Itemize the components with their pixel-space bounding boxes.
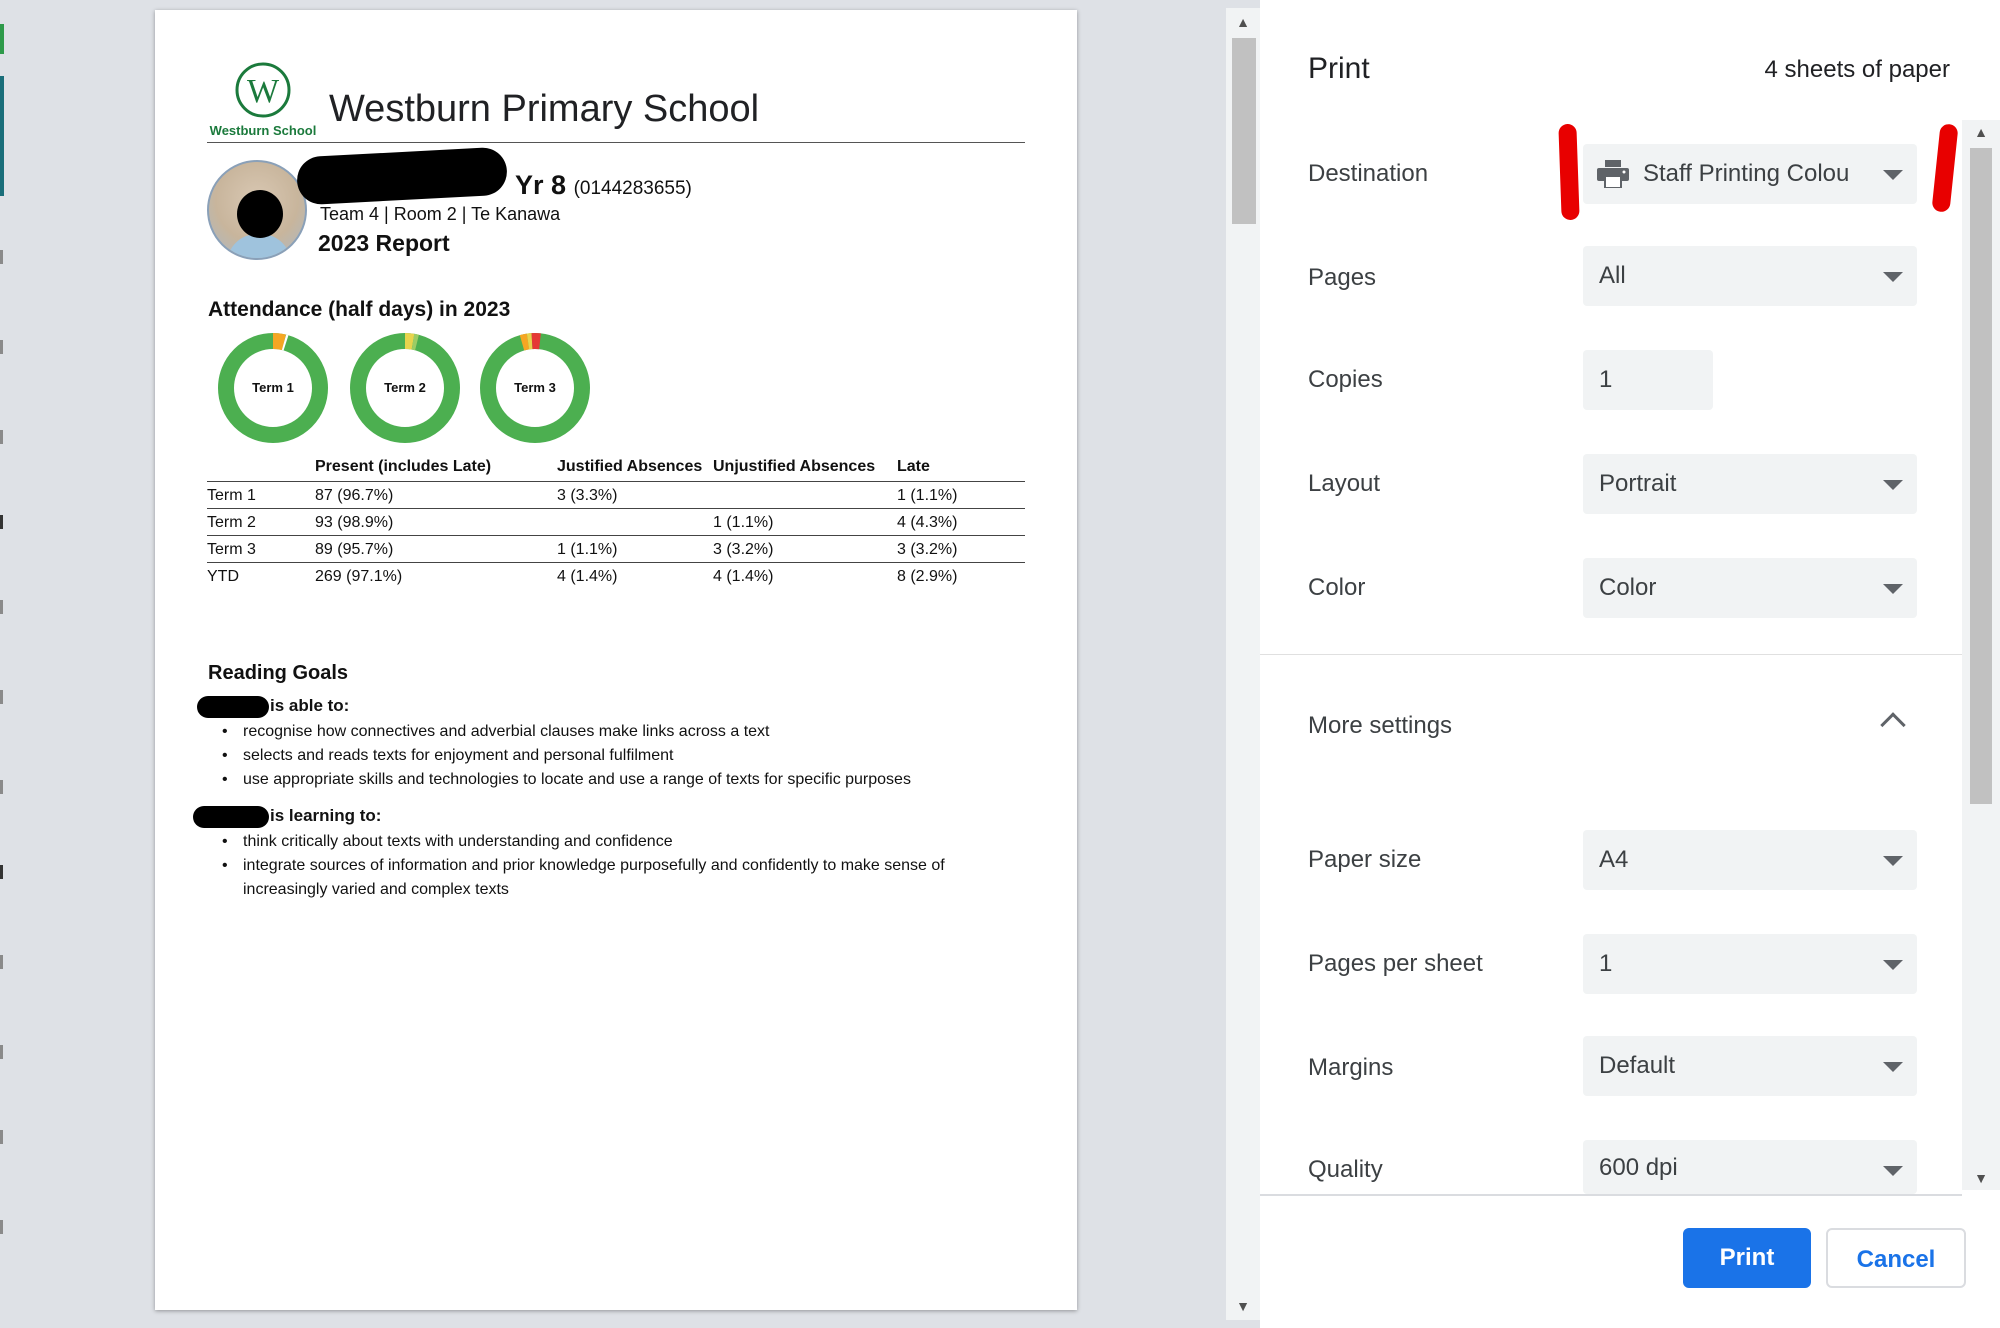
scrollbar-thumb[interactable] — [1970, 148, 1992, 804]
able-to-list — [243, 720, 1003, 792]
logo-letter: W — [246, 73, 280, 110]
school-crest-icon — [207, 62, 319, 142]
table-header-row — [207, 455, 1025, 482]
table-cell: 4 (1.4%) — [557, 563, 713, 590]
table-cell: 8 (2.9%) — [897, 563, 1025, 590]
table-cell: Term 1 — [207, 482, 315, 509]
background-tick — [0, 955, 3, 969]
list-item: • integrate sources of information and prior knowledge purposefully and confidently to make sense of increasingly varied and complex texts — [243, 854, 1003, 902]
destination-select[interactable] — [1583, 144, 1917, 204]
chevron-down-icon — [1883, 1166, 1903, 1176]
attendance-ring-term-3 — [477, 330, 593, 446]
learning-to-list — [243, 830, 1003, 902]
paper-size-select[interactable] — [1583, 830, 1917, 890]
print-button[interactable]: Print — [1683, 1228, 1811, 1288]
background-tick — [0, 865, 3, 879]
print-title: Print — [1308, 52, 1370, 85]
student-name-redaction — [197, 696, 269, 718]
background-tick — [0, 515, 3, 529]
learning-to-heading: is learning to: — [270, 806, 382, 825]
table-cell: 269 (97.1%) — [315, 563, 557, 590]
table-cell: 1 (1.1%) — [557, 536, 713, 563]
table-cell: 3 (3.3%) — [557, 482, 713, 509]
background-tick — [0, 690, 3, 704]
student-avatar — [207, 160, 307, 260]
scroll-down-icon[interactable]: ▼ — [1236, 1298, 1250, 1314]
cancel-button[interactable]: Cancel — [1826, 1228, 1966, 1288]
background-app-marker — [0, 24, 4, 54]
margins-label: Margins — [1308, 1054, 1394, 1081]
list-item: • recognise how connectives and adverbial clauses make links across a text — [243, 720, 1003, 744]
chevron-down-icon — [1883, 480, 1903, 490]
more-settings-toggle[interactable]: More settings — [1308, 712, 1453, 739]
chevron-down-icon — [1883, 856, 1903, 866]
table-cell: 1 (1.1%) — [897, 482, 1025, 509]
table-row — [207, 563, 1025, 590]
table-cell: Term 3 — [207, 536, 315, 563]
preview-page — [155, 10, 1077, 1310]
copies-label: Copies — [1308, 366, 1383, 393]
list-item: • use appropriate skills and technologies to locate and use a range of texts for specific purposes — [243, 768, 1003, 792]
annotation-mark-right — [1931, 123, 1958, 212]
settings-scrollbar[interactable] — [1962, 120, 2000, 1190]
printer-icon — [1597, 160, 1629, 188]
table-cell: 87 (96.7%) — [315, 482, 557, 509]
print-settings-panel — [1260, 0, 2000, 1328]
school-name: Westburn Primary School — [329, 88, 760, 130]
pages-per-sheet-select[interactable] — [1583, 934, 1917, 994]
table-row — [207, 536, 1025, 563]
ring-label: Term 2 — [384, 380, 426, 395]
copies-value: 1 — [1599, 366, 1613, 393]
section-divider — [1260, 654, 1962, 655]
color-value: Color — [1599, 574, 1657, 601]
attendance-title: Attendance (half days) in 2023 — [208, 298, 511, 321]
quality-label: Quality — [1308, 1156, 1383, 1183]
background-tick — [0, 340, 3, 354]
table-row — [207, 482, 1025, 509]
table-header: Justified Absences — [557, 458, 703, 475]
quality-select[interactable] — [1583, 1140, 1917, 1194]
table-header: Late — [897, 458, 930, 475]
year-level: Yr 8 — [515, 170, 567, 200]
reading-goals-title: Reading Goals — [208, 662, 349, 684]
scroll-down-icon[interactable]: ▼ — [1974, 1170, 1988, 1186]
background-tick — [0, 1220, 3, 1234]
background-tick — [0, 1045, 3, 1059]
scrollbar-thumb[interactable] — [1232, 38, 1256, 224]
table-cell: YTD — [207, 563, 315, 590]
report-title: 2023 Report — [318, 230, 450, 256]
pages-select[interactable] — [1583, 246, 1917, 306]
table-cell — [713, 482, 897, 509]
chevron-down-icon — [1883, 1062, 1903, 1072]
scroll-up-icon[interactable]: ▲ — [1974, 124, 1988, 140]
margins-select[interactable] — [1583, 1036, 1917, 1096]
annotation-mark-left — [1558, 124, 1579, 221]
student-name-redaction — [296, 147, 508, 206]
table-cell: 3 (3.2%) — [713, 536, 897, 563]
quality-value: 600 dpi — [1599, 1154, 1678, 1181]
layout-value: Portrait — [1599, 470, 1677, 497]
ring-label: Term 1 — [252, 380, 294, 395]
attendance-table — [207, 455, 1025, 589]
table-cell: Term 2 — [207, 509, 315, 536]
copies-input[interactable] — [1583, 350, 1713, 410]
background-tick — [0, 780, 3, 794]
list-item: • selects and reads texts for enjoyment and personal fulfilment — [243, 744, 1003, 768]
team-line: Team 4 | Room 2 | Te Kanawa — [320, 204, 561, 224]
chevron-down-icon — [1883, 170, 1903, 180]
table-row — [207, 509, 1025, 536]
table-cell: 89 (95.7%) — [315, 536, 557, 563]
background-app-marker — [0, 76, 4, 196]
scroll-up-icon[interactable]: ▲ — [1236, 14, 1250, 30]
ring-label: Term 3 — [514, 380, 556, 395]
list-item: • think critically about texts with understanding and confidence — [243, 830, 1003, 854]
margins-value: Default — [1599, 1052, 1676, 1079]
layout-select[interactable] — [1583, 454, 1917, 514]
color-label: Color — [1308, 574, 1366, 601]
layout-label: Layout — [1308, 470, 1381, 497]
chevron-down-icon — [1883, 960, 1903, 970]
table-header: Unjustified Absences — [713, 458, 876, 475]
chevron-up-icon[interactable] — [1880, 712, 1905, 737]
avatar-redaction — [237, 190, 283, 238]
student-year — [515, 170, 692, 201]
table-cell: 1 (1.1%) — [713, 509, 897, 536]
footer-divider — [1260, 1194, 1962, 1196]
pages-value: All — [1599, 262, 1626, 289]
table-cell: 93 (98.9%) — [315, 509, 557, 536]
background-tick — [0, 1130, 3, 1144]
color-select[interactable] — [1583, 558, 1917, 618]
sheets-count: 4 sheets of paper — [1764, 56, 1950, 83]
attendance-ring-term-2 — [347, 330, 463, 446]
background-tick — [0, 250, 3, 264]
destination-label: Destination — [1308, 160, 1429, 187]
table-cell: 4 (1.4%) — [713, 563, 897, 590]
table-header: Present (includes Late) — [315, 458, 492, 475]
paper-size-value: A4 — [1599, 846, 1629, 873]
table-header — [207, 455, 315, 482]
background-window-strip — [0, 0, 6, 1328]
school-logo — [207, 62, 319, 142]
background-tick — [0, 600, 3, 614]
header-rule — [207, 142, 1025, 143]
background-tick — [0, 430, 3, 444]
logo-text: Westburn School — [209, 123, 317, 138]
pages-per-sheet-label: Pages per sheet — [1308, 950, 1483, 977]
table-cell: 4 (4.3%) — [897, 509, 1025, 536]
table-cell: 3 (3.2%) — [897, 536, 1025, 563]
student-name-redaction — [193, 806, 269, 828]
pages-label: Pages — [1308, 264, 1377, 291]
table-cell — [557, 509, 713, 536]
preview-scrollbar[interactable] — [1226, 8, 1260, 1320]
attendance-ring-term-1 — [215, 330, 331, 446]
student-id: (0144283655) — [573, 178, 692, 199]
chevron-down-icon — [1883, 584, 1903, 594]
paper-size-label: Paper size — [1308, 846, 1422, 873]
destination-value: Staff Printing Colou — [1643, 160, 1850, 187]
able-to-heading: is able to: — [270, 696, 350, 715]
pages-per-sheet-value: 1 — [1599, 950, 1613, 977]
chevron-down-icon — [1883, 272, 1903, 282]
